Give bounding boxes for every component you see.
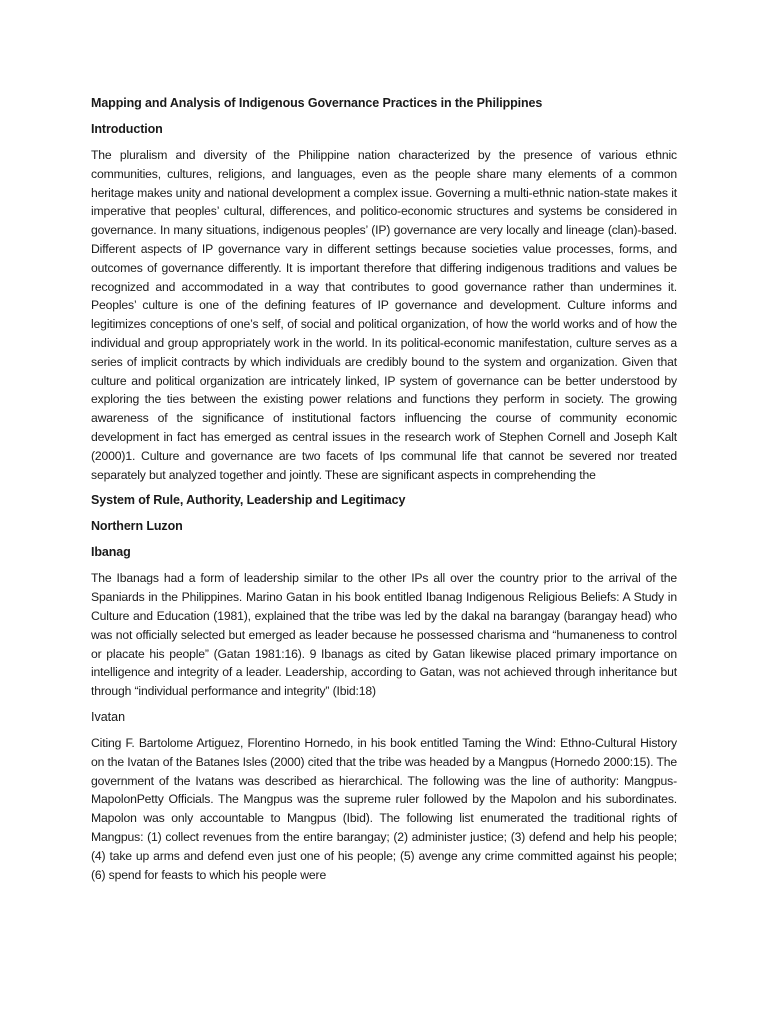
introduction-heading: Introduction xyxy=(91,122,163,136)
document-title: Mapping and Analysis of Indigenous Governance Practices in the Philippines xyxy=(91,96,543,110)
introduction-paragraph: The pluralism and diversity of the Philippine nation characterized by the presence of various ethnic communities, cultures, religions, and languages, even as the people share many elements of a common heritage makes unity and national development a complex issue. Governing a multi-ethnic nation-state makes it imperative that peoples’ cultural, differences, and politico-economic structures and systems be considered in governance. In many situations, indigenous peoples’ (IP) governance are very locally and lineage (clan)-based. Different aspects of IP governance vary in different settings because societies value processes, forms, and outcomes of governance differently. It is important therefore that differing indigenous traditions and values be recognized and accommodated in a way that contributes to good governance rather than undermines it. Peoples’ culture is one of the defining features of IP governance and development. Culture informs and legitimizes conceptions of one’s self, of social and political organization, of how the world works and of how the individual and group appropriately work in the world. In its political-economic manifestation, culture serves as a series of implicit contracts by which individuals are credibly bound to the system and organization. Given that culture and political organization are intricately linked, IP system of governance can be better understood by exploring the ties between the existing power relations and functions they perform in society. The growing awareness of the significance of institutional factors influencing the course of community economic development in fact has emerged as central issues in the research work of Stephen Cornell and Joseph Kalt (2000)1. Culture and governance are two facets of Ips communal life that cannot be severed nor treated separately but analyzed together and jointly. These are significant aspects in comprehending the xyxy=(91,148,677,482)
ivatan-paragraph: Citing F. Bartolome Artiguez, Florentino Hornedo, in his book entitled Taming the Wind: Ethno-Cultural History on the Ivatan of the Batanes Isles (2000) cited that the tribe was headed by a Mangpus (Hornedo 2000:15). The government of the Ivatans was described as hierarchical. The following was the line of authority: Mangpus-MapolonPetty Officials. The Mangpus was the supreme ruler followed by the Mapolon and his subordinates. Mapolon was only accountable to Mangpus (Ibid). The following list enumerated the traditional rights of Mangpus: (1) collect revenues from the entire barangay; (2) administer justice; (3) defend and help his people; (4) take up arms and defend even just one of his people; (5) avenge any crime committed against his people; (6) spend for feasts to which his people were xyxy=(91,735,677,882)
ivatan-heading: Ivatan xyxy=(91,709,126,724)
ibanag-heading: Ibanag xyxy=(91,545,131,560)
ibanag-paragraph: The Ibanags had a form of leadership similar to the other IPs all over the country prior to the arrival of the Spaniards in the Philippines. Marino Gatan in his book entitled Ibanag Indigenous Religious Beliefs: A Study in Culture and Education (1981), explained that the tribe was led by the dakal na barangay (barangay head) who was not officially selected but emerged as leader because he possessed charisma and “humaneness to control or placate his people” (Gatan 1981:16). 9 Ibanags as cited by Gatan likewise placed primary importance on intelligence and integrity of a leader. Leadership, according to Gatan, was not achieved through inheritance but through “individual performance and integrity” (Ibid:18) xyxy=(91,571,677,699)
document-page xyxy=(91,94,677,891)
section-heading: System of Rule, Authority, Leadership and Legitimacy xyxy=(91,493,406,508)
region-heading: Northern Luzon xyxy=(91,519,183,534)
